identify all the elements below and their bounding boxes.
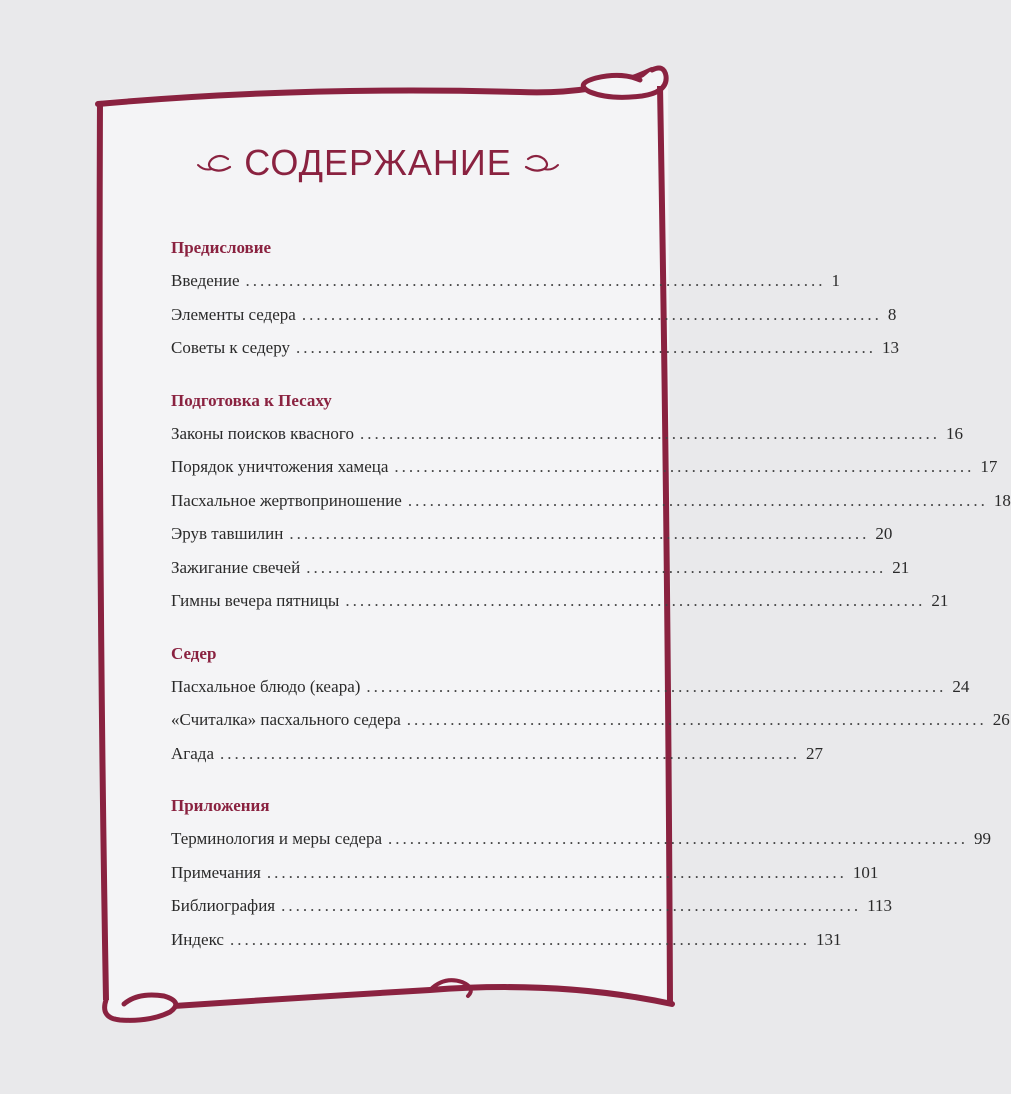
dot-leader: ................................................................................ xyxy=(345,591,926,610)
entry-page-number: 21 xyxy=(892,557,910,577)
dot-leader: ................................................................................ xyxy=(301,304,882,324)
entry-label: Законы поисков квасного xyxy=(171,423,354,443)
toc-entry[interactable] xyxy=(171,737,823,771)
entry-label: Терминология и меры седера xyxy=(171,829,383,848)
dot-leader: ................................................................................ xyxy=(388,829,969,848)
toc-entry[interactable] xyxy=(171,889,892,923)
dot-leader: ................................................................................ xyxy=(407,490,988,510)
swash-right-icon xyxy=(522,151,562,175)
toc-entry[interactable] xyxy=(171,670,970,704)
entry-page-number: 113 xyxy=(867,896,892,915)
dot-leader: ................................................................................ xyxy=(266,862,847,882)
dot-leader: ................................................................................ xyxy=(245,271,826,290)
entry-label: Зажигание свечей xyxy=(171,557,301,577)
toc-section xyxy=(171,232,899,365)
entry-page-number: 99 xyxy=(974,829,992,848)
entry-page-number: 21 xyxy=(931,591,949,610)
dot-leader: ................................................................................ xyxy=(289,524,870,543)
swash-left-icon xyxy=(194,151,234,175)
toc-entry[interactable] xyxy=(171,298,897,332)
entry-page-number: 17 xyxy=(980,457,998,476)
dot-leader: ................................................................................ xyxy=(229,929,810,949)
section-title: Предисловие xyxy=(171,238,272,257)
toc-entry[interactable] xyxy=(171,264,841,298)
entry-label: Порядок уничтожения хамеца xyxy=(171,457,389,476)
entry-label: Индекс xyxy=(171,929,224,949)
title-block xyxy=(188,138,568,188)
dot-leader: ................................................................................ xyxy=(359,423,940,443)
toc-entry[interactable] xyxy=(171,584,949,618)
toc-entry[interactable] xyxy=(171,822,992,856)
toc-entry[interactable] xyxy=(171,417,963,451)
entry-page-number: 20 xyxy=(875,524,893,543)
toc-entry[interactable] xyxy=(171,450,998,484)
toc-entry[interactable] xyxy=(171,331,899,365)
page-title: СОДЕРЖАНИЕ xyxy=(244,142,512,183)
entry-page-number: 26 xyxy=(992,710,1010,729)
section-title: Седер xyxy=(171,643,217,663)
toc-entry[interactable] xyxy=(171,551,910,585)
toc-entry[interactable] xyxy=(171,484,1011,518)
entry-page-number: 18 xyxy=(993,490,1011,510)
entry-label: Пасхальное жертвоприношение xyxy=(171,490,402,510)
entry-page-number: 24 xyxy=(952,676,970,696)
toc-section xyxy=(171,790,992,956)
entry-label: Примечания xyxy=(171,862,261,882)
section-title: Приложения xyxy=(171,796,270,815)
entry-label: Пасхальное блюдо (кеара) xyxy=(171,676,361,696)
toc-section xyxy=(171,638,1010,771)
entry-page-number: 1 xyxy=(831,271,841,290)
entry-page-number: 131 xyxy=(815,929,842,949)
table-of-contents xyxy=(171,232,1011,976)
dot-leader: ................................................................................ xyxy=(220,743,800,763)
entry-label: «Считалка» пасхального седера xyxy=(171,710,401,729)
dot-leader: ................................................................................ xyxy=(281,896,862,915)
scroll-top-roll xyxy=(583,68,666,97)
dot-leader: ................................................................................ xyxy=(366,676,947,696)
section-title: Подготовка к Песаху xyxy=(171,390,332,410)
entry-page-number: 27 xyxy=(806,743,823,763)
entry-label: Эрув тавшилин xyxy=(171,524,284,543)
entry-label: Введение xyxy=(171,271,240,290)
toc-section xyxy=(171,385,1011,618)
dot-leader: ................................................................................ xyxy=(295,338,876,357)
dot-leader: ................................................................................ xyxy=(406,710,987,729)
entry-label: Гимны вечера пятницы xyxy=(171,591,340,610)
toc-entry[interactable] xyxy=(171,517,893,551)
toc-entry[interactable] xyxy=(171,856,879,890)
toc-entry[interactable] xyxy=(171,703,1010,737)
entry-label: Советы к седеру xyxy=(171,338,290,357)
dot-leader: ................................................................................ xyxy=(394,457,975,476)
entry-label: Элементы седера xyxy=(171,304,296,324)
entry-page-number: 13 xyxy=(881,338,899,357)
dot-leader: ................................................................................ xyxy=(306,557,887,577)
entry-label: Агада xyxy=(171,743,214,763)
entry-page-number: 8 xyxy=(887,304,897,324)
entry-label: Библиография xyxy=(171,896,276,915)
toc-entry[interactable] xyxy=(171,923,842,957)
entry-page-number: 101 xyxy=(852,862,879,882)
entry-page-number: 16 xyxy=(945,423,963,443)
